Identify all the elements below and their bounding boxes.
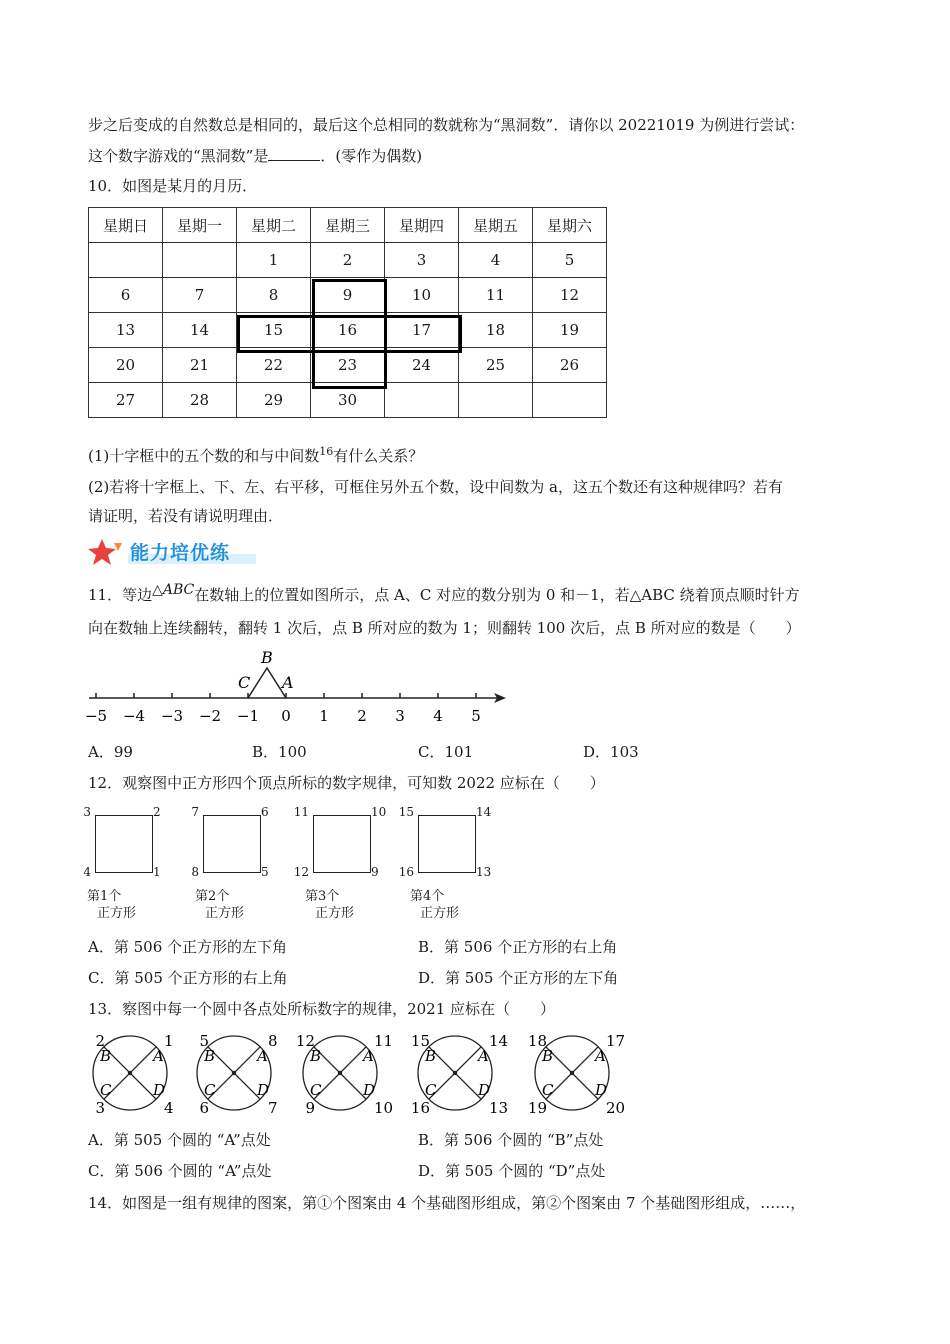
vertex-number-tl: 3 <box>83 805 91 819</box>
point-label: B <box>425 1047 437 1065</box>
square-shape <box>418 815 476 873</box>
square-caption-2: 正方形 <box>205 906 245 921</box>
calendar-header: 星期日 <box>89 208 163 243</box>
point-label: A <box>257 1047 268 1065</box>
calendar-header: 星期三 <box>311 208 385 243</box>
circle-number-bl: 3 <box>95 1099 105 1117</box>
square-shape <box>95 815 153 873</box>
q13-option-b[interactable]: B．第 506 个圆的 “B”点处 <box>418 1131 604 1149</box>
calendar-header: 星期六 <box>533 208 607 243</box>
q14-stem: 14．如图是一组有规律的图案，第①个图案由 4 个基础图形组成，第②个图案由 7 个基础图形组成，……， <box>88 1194 806 1212</box>
q12-stem: 12．观察图中正方形四个顶点所标的数字规律，可知数 2022 应标在（ ） <box>88 774 605 792</box>
circle-number-tr: 1 <box>164 1032 174 1050</box>
axis-tick-label: 4 <box>433 707 443 725</box>
axis-tick-label: 0 <box>281 707 291 725</box>
square-caption-2: 正方形 <box>97 906 137 921</box>
vertex-number-tl: 15 <box>398 805 414 819</box>
circle-number-tr: 11 <box>374 1032 394 1050</box>
calendar-cell: 5 <box>533 243 607 278</box>
axis-tick-label: 2 <box>357 707 367 725</box>
vertex-number-bl: 4 <box>83 865 91 879</box>
q11-option-d[interactable]: D．103 <box>583 743 639 761</box>
q9-text-line2 <box>88 145 422 167</box>
point-label: C <box>204 1081 216 1099</box>
circle-number-br: 4 <box>164 1099 174 1117</box>
circle-number-tl: 5 <box>199 1032 209 1050</box>
q10-sub2-line1: (2)若将十字框上、下、左、右平移，可框住另外五个数，设中间数为 a，这五个数还有这种规律吗？若有 <box>88 478 783 496</box>
point-label: A <box>478 1047 489 1065</box>
point-label: A <box>363 1047 374 1065</box>
triangle-abc <box>248 668 286 698</box>
calendar-cell: 10 <box>385 278 459 313</box>
q10-stem: 10．如图是某月的月历． <box>88 177 258 195</box>
number-line-figure <box>84 648 514 728</box>
circle-number-bl: 9 <box>305 1099 315 1117</box>
calendar-cell: 17 <box>385 313 459 348</box>
calendar-cell <box>89 243 163 278</box>
calendar-cell: 20 <box>89 348 163 383</box>
calendar-cell: 27 <box>89 383 163 418</box>
q12-option-d[interactable]: D．第 505 个正方形的左下角 <box>418 969 619 987</box>
circle-number-tr: 8 <box>268 1032 278 1050</box>
circle-number-tl: 2 <box>95 1032 105 1050</box>
calendar-cell <box>385 383 459 418</box>
vertex-number-br: 5 <box>261 865 269 879</box>
q13-option-a[interactable]: A．第 505 个圆的 “A”点处 <box>88 1131 271 1149</box>
q13-stem: 13．察图中每一个圆中各点处所标数字的规律，2021 应标在（ ） <box>88 1000 556 1018</box>
q11-line1-b: 在数轴上的位置如图所示，点 A、C 对应的数分别为 0 和－1，若△ABC 绕着顶点顺时针方 <box>194 586 800 604</box>
circle-number-bl: 19 <box>527 1099 547 1117</box>
q9-line2-post: ．(零作为偶数) <box>320 147 423 165</box>
square-caption-1: 第3个 <box>305 889 340 904</box>
calendar-cell: 16 <box>311 313 385 348</box>
vertex-number-tr: 10 <box>371 805 387 819</box>
label-a: A <box>282 673 294 692</box>
vertex-number-bl: 8 <box>191 865 199 879</box>
circle-number-br: 10 <box>374 1099 394 1117</box>
q10-sub1-post: 有什么关系？ <box>333 447 424 465</box>
circle-number-bl: 16 <box>410 1099 430 1117</box>
point-label: A <box>595 1047 606 1065</box>
q13-option-d[interactable]: D．第 505 个圆的 “D”点处 <box>418 1162 606 1180</box>
circle-number-tl: 18 <box>527 1032 547 1050</box>
q11-line1 <box>88 584 800 607</box>
circle-number-tr: 14 <box>489 1032 509 1050</box>
answer-blank <box>268 146 320 161</box>
calendar-cell: 8 <box>237 278 311 313</box>
calendar-cell: 11 <box>459 278 533 313</box>
point-label: D <box>363 1081 376 1099</box>
axis-tick-label: −3 <box>160 707 184 725</box>
calendar-cell: 1 <box>237 243 311 278</box>
circle-number-br: 20 <box>606 1099 626 1117</box>
vertex-number-bl: 12 <box>293 865 309 879</box>
calendar-cell: 26 <box>533 348 607 383</box>
calendar-header: 星期四 <box>385 208 459 243</box>
cross-frame-horizontal <box>237 315 462 353</box>
q11-option-c[interactable]: C．101 <box>418 743 474 761</box>
calendar-header: 星期二 <box>237 208 311 243</box>
calendar-cell: 19 <box>533 313 607 348</box>
center-dot <box>570 1071 574 1075</box>
square-caption-2: 正方形 <box>315 906 355 921</box>
calendar-row <box>89 243 607 278</box>
calendar-header: 星期五 <box>459 208 533 243</box>
calendar-header-row <box>89 208 607 243</box>
axis-tick-label: −2 <box>198 707 222 725</box>
q9-line2-pre: 这个数字游戏的“黑洞数”是 <box>88 147 269 165</box>
calendar-cell: 22 <box>237 348 311 383</box>
square-caption-1: 第4个 <box>410 889 445 904</box>
center-dot <box>453 1071 457 1075</box>
axis-tick-label: 5 <box>471 707 481 725</box>
calendar-cell: 23 <box>311 348 385 383</box>
axis-tick-label: 1 <box>319 707 329 725</box>
point-label: D <box>478 1081 491 1099</box>
calendar-cell <box>533 383 607 418</box>
calendar-cell: 13 <box>89 313 163 348</box>
q10-sub1-num: 16 <box>319 445 334 458</box>
vertex-number-tr: 6 <box>261 805 269 819</box>
square-shape <box>313 815 371 873</box>
point-label: B <box>310 1047 322 1065</box>
q10-sub2-line2: 请证明，若没有请说明理由． <box>88 507 284 525</box>
vertex-number-br: 13 <box>476 865 492 879</box>
circle-number-tr: 17 <box>606 1032 626 1050</box>
vertex-number-tr: 14 <box>476 805 492 819</box>
calendar-cell: 30 <box>311 383 385 418</box>
center-dot <box>338 1071 342 1075</box>
point-label: B <box>100 1047 112 1065</box>
calendar-cell <box>163 243 237 278</box>
square-caption-2: 正方形 <box>420 906 460 921</box>
point-label: C <box>542 1081 554 1099</box>
vertex-number-tr: 2 <box>153 805 161 819</box>
point-label: D <box>257 1081 270 1099</box>
circles-figure <box>82 1028 642 1120</box>
label-c: C <box>238 673 251 692</box>
point-label: B <box>204 1047 216 1065</box>
vertex-number-bl: 16 <box>398 865 414 879</box>
q11-option-b[interactable]: B．100 <box>252 743 307 761</box>
vertex-number-br: 9 <box>371 865 379 879</box>
square-caption-1: 第1个 <box>87 889 122 904</box>
q9-text-line1: 步之后变成的自然数总是相同的，最后这个总相同的数就称为“黑洞数”．请你以 20221019 为例进行尝试： <box>88 116 805 134</box>
q11-option-a[interactable]: A．99 <box>88 743 133 761</box>
calendar-cell: 25 <box>459 348 533 383</box>
q11-line1-a: 11．等边 <box>88 586 153 604</box>
point-label: B <box>542 1047 554 1065</box>
point-label: C <box>310 1081 322 1099</box>
calendar-cell: 9 <box>311 278 385 313</box>
q10-sub1-pre: (1)十字框中的五个数的和与中间数 <box>88 447 320 465</box>
point-label: A <box>153 1047 164 1065</box>
point-label: C <box>100 1081 112 1099</box>
calendar-cell: 14 <box>163 313 237 348</box>
calendar-cell: 21 <box>163 348 237 383</box>
calendar-cell: 7 <box>163 278 237 313</box>
q11-line2: 向在数轴上连续翻转，翻转 1 次后，点 B 所对应的数为 1；则翻转 100 次后，点 B 所对应的数是（ ） <box>88 619 801 637</box>
calendar-cell: 3 <box>385 243 459 278</box>
calendar-cell: 6 <box>89 278 163 313</box>
circle-number-br: 7 <box>268 1099 278 1117</box>
q12-option-a[interactable]: A．第 506 个正方形的左下角 <box>88 938 288 956</box>
calendar-cell: 12 <box>533 278 607 313</box>
axis-tick-label: −5 <box>84 707 108 725</box>
calendar-cell: 4 <box>459 243 533 278</box>
point-label: D <box>595 1081 608 1099</box>
calendar-header: 星期一 <box>163 208 237 243</box>
circle-number-tl: 12 <box>295 1032 315 1050</box>
calendar-cell: 24 <box>385 348 459 383</box>
square-shape <box>203 815 261 873</box>
vertex-number-br: 1 <box>153 865 161 879</box>
calendar-cell: 2 <box>311 243 385 278</box>
calendar-cell: 28 <box>163 383 237 418</box>
point-label: D <box>153 1081 166 1099</box>
q11-triangle-label: △ABC <box>152 582 195 598</box>
square-caption-1: 第2个 <box>195 889 230 904</box>
section-banner <box>88 536 268 568</box>
center-dot <box>128 1071 132 1075</box>
point-label: C <box>425 1081 437 1099</box>
vertex-number-tl: 11 <box>293 805 309 819</box>
calendar-cell: 18 <box>459 313 533 348</box>
axis-tick-label: 3 <box>395 707 405 725</box>
circle-number-tl: 15 <box>410 1032 430 1050</box>
star-icon <box>88 537 124 567</box>
calendar-cell: 29 <box>237 383 311 418</box>
q12-option-c[interactable]: C．第 505 个正方形的右上角 <box>88 969 288 987</box>
axis-tick-label: −4 <box>122 707 146 725</box>
label-b: B <box>261 648 273 667</box>
calendar-cell: 15 <box>237 313 311 348</box>
q10-sub1 <box>88 441 423 467</box>
section-title: 能力培优练 <box>130 542 231 564</box>
center-dot <box>232 1071 236 1075</box>
circle-number-br: 13 <box>489 1099 509 1117</box>
q12-option-b[interactable]: B．第 506 个正方形的右上角 <box>418 938 618 956</box>
q13-option-c[interactable]: C．第 506 个圆的 “A”点处 <box>88 1162 272 1180</box>
circle-number-bl: 6 <box>199 1099 209 1117</box>
vertex-number-tl: 7 <box>191 805 199 819</box>
axis-tick-label: −1 <box>236 707 260 725</box>
calendar-cell <box>459 383 533 418</box>
